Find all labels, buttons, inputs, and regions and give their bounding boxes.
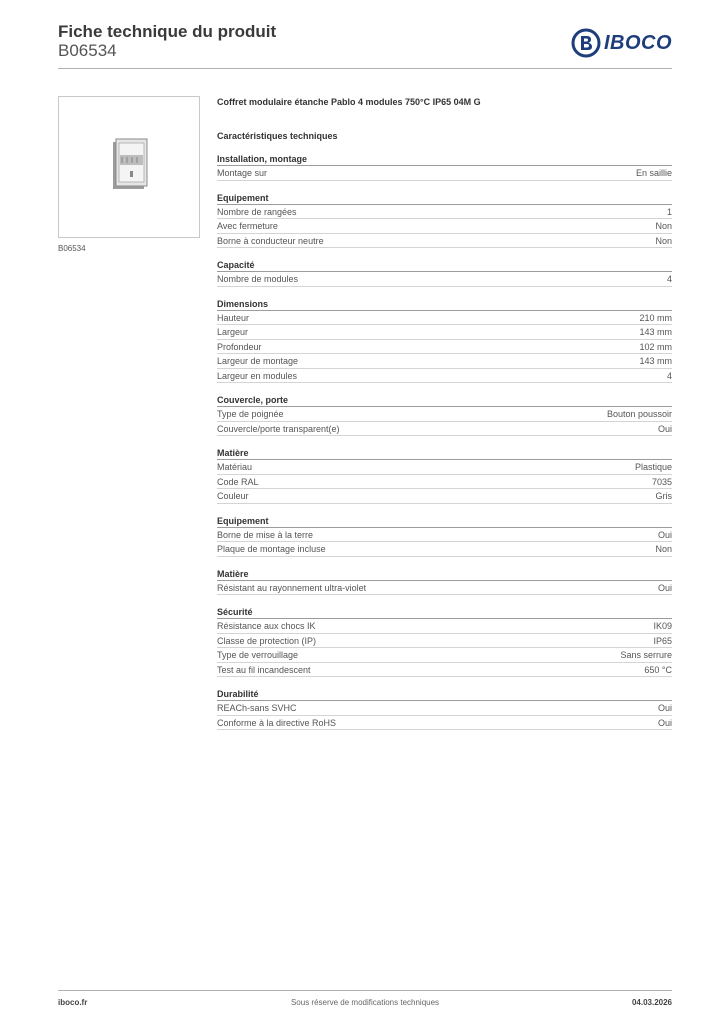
spec-label: Conforme à la directive RoHS	[217, 717, 337, 728]
spec-group-title: Installation, montage	[217, 154, 672, 166]
spec-value: Bouton poussoir	[606, 409, 672, 419]
product-code: B06534	[58, 41, 117, 60]
spec-label: Résistance aux chocs IK	[217, 621, 316, 631]
spec-group	[217, 516, 672, 557]
spec-label: Classe de protection (IP)	[217, 635, 317, 646]
spec-row	[217, 581, 672, 596]
spec-row	[217, 489, 672, 504]
spec-label: Type de poignée	[217, 409, 284, 419]
spec-row	[217, 460, 672, 475]
product-image	[58, 96, 200, 238]
spec-value: 4	[666, 274, 672, 284]
spec-label: Largeur en modules	[217, 370, 298, 381]
spec-value: 210 mm	[639, 312, 672, 323]
spec-row	[217, 407, 672, 422]
spec-group	[217, 299, 672, 384]
iboco-logo-icon	[571, 28, 601, 58]
spec-row	[217, 528, 672, 543]
spec-label: Hauteur	[217, 312, 250, 323]
spec-row	[217, 166, 672, 181]
spec-row	[217, 234, 672, 249]
footer-date: 04.03.2026	[631, 998, 672, 1007]
spec-value: 143 mm	[639, 356, 672, 366]
spec-value: Oui	[657, 582, 672, 593]
spec-group-title: Matière	[217, 448, 672, 460]
spec-value: Non	[655, 544, 672, 554]
spec-group-title: Capacité	[217, 260, 672, 272]
spec-group	[217, 193, 672, 249]
brand-logo	[571, 28, 672, 58]
enclosure-picture	[59, 97, 199, 237]
spec-value: 7035	[651, 476, 672, 487]
spec-row	[217, 663, 672, 678]
spec-label: Résistant au rayonnement ultra-violet	[217, 582, 367, 593]
spec-row	[217, 325, 672, 340]
spec-row	[217, 272, 672, 287]
spec-label: Test au fil incandescent	[217, 664, 311, 675]
spec-group-title: Matière	[217, 569, 672, 581]
logo-text: IBOCO	[603, 31, 672, 54]
specs-heading: Caractéristiques techniques	[217, 131, 338, 141]
spec-group-title: Dimensions	[217, 299, 672, 311]
spec-group	[217, 448, 672, 504]
spec-group-title: Sécurité	[217, 607, 672, 619]
spec-row	[217, 701, 672, 716]
spec-group	[217, 154, 672, 181]
spec-label: Couvercle/porte transparent(e)	[217, 423, 340, 434]
spec-row	[217, 311, 672, 326]
spec-row	[217, 475, 672, 490]
document-title: Fiche technique du produit	[58, 22, 277, 41]
spec-label: Borne à conducteur neutre	[217, 235, 324, 246]
spec-value: IK09	[653, 621, 672, 631]
spec-value: Oui	[657, 717, 672, 728]
spec-value: Oui	[657, 423, 672, 434]
spec-row	[217, 354, 672, 369]
spec-row	[217, 422, 672, 437]
spec-group	[217, 569, 672, 596]
spec-label: Nombre de rangées	[217, 206, 297, 217]
spec-value: Plastique	[634, 462, 672, 472]
footer-divider	[58, 990, 672, 991]
spec-row	[217, 205, 672, 220]
spec-label: Couleur	[217, 491, 249, 501]
spec-groups	[217, 154, 672, 730]
spec-label: Avec fermeture	[217, 221, 278, 231]
header-divider	[58, 68, 672, 69]
spec-label: Largeur	[217, 327, 249, 337]
spec-value: Oui	[657, 529, 672, 540]
spec-group-title: Couvercle, porte	[217, 395, 672, 407]
spec-label: Largeur de montage	[217, 356, 299, 366]
spec-value: 102 mm	[639, 341, 672, 352]
spec-group-title: Durabilité	[217, 689, 672, 701]
spec-row	[217, 219, 672, 234]
spec-label: Borne de mise à la terre	[217, 529, 314, 540]
footer-disclaimer: Sous réserve de modifications techniques	[290, 998, 440, 1007]
spec-group	[217, 607, 672, 677]
spec-group	[217, 260, 672, 287]
spec-label: Plaque de montage incluse	[217, 544, 326, 554]
spec-row	[217, 542, 672, 557]
spec-value: Oui	[657, 703, 672, 713]
spec-row	[217, 340, 672, 355]
spec-row	[217, 619, 672, 634]
spec-value: IP65	[653, 635, 672, 646]
spec-sheet	[217, 96, 672, 730]
image-caption: B06534	[58, 244, 86, 253]
spec-value: 1	[666, 206, 672, 217]
spec-value: Non	[655, 235, 672, 246]
spec-row	[217, 634, 672, 649]
spec-group-title: Equipement	[217, 516, 672, 528]
spec-label: Code RAL	[217, 476, 259, 487]
spec-value: Sans serrure	[620, 650, 672, 660]
spec-label: Matériau	[217, 462, 253, 472]
spec-row	[217, 648, 672, 663]
page-header	[58, 20, 672, 68]
spec-label: Profondeur	[217, 341, 262, 352]
spec-label: Nombre de modules	[217, 274, 299, 284]
spec-label: Type de verrouillage	[217, 650, 299, 660]
spec-label: Montage sur	[217, 168, 268, 178]
spec-row	[217, 716, 672, 731]
spec-value: 143 mm	[639, 327, 672, 337]
spec-group	[217, 689, 672, 730]
spec-group-title: Equipement	[217, 193, 672, 205]
spec-group	[217, 395, 672, 436]
spec-value: 650 °C	[644, 664, 672, 675]
spec-value: 4	[666, 370, 672, 381]
page-footer	[58, 998, 672, 1010]
spec-value: Non	[655, 221, 672, 231]
product-title: Coffret modulaire étanche Pablo 4 modules 750°C IP65 04M G	[217, 97, 481, 107]
spec-value: Gris	[655, 491, 672, 501]
spec-label: REACh-sans SVHC	[217, 703, 297, 713]
spec-row	[217, 369, 672, 384]
spec-value: En saillie	[635, 168, 672, 178]
footer-website: iboco.fr	[58, 998, 88, 1007]
